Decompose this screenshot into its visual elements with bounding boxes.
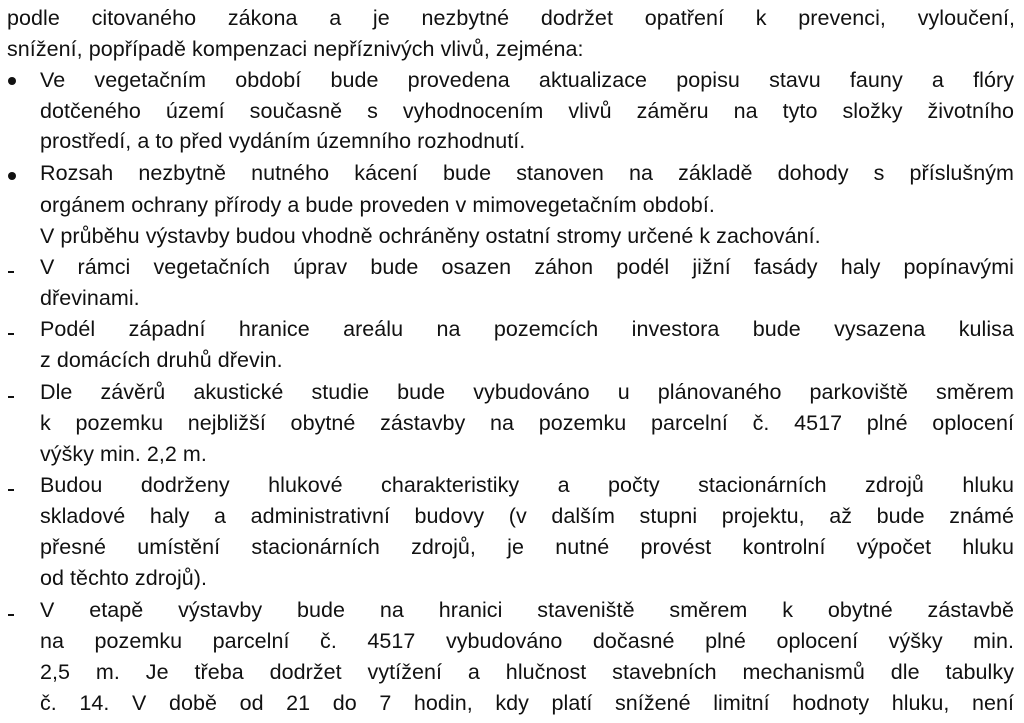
list-item-6-line-1: Budou dodrženy hlukové charakteristiky a počty stacionárních zdrojů hluku (40, 473, 1014, 497)
list-item-6-line-2: skladové haly a administrativní budovy (v dalším stupni projektu, až bude známé (40, 504, 1014, 528)
bullet-marker (8, 77, 16, 85)
list-item-3-line-2: dřevinami. (40, 286, 140, 310)
bullet-marker (8, 172, 16, 180)
dash-marker (8, 396, 14, 398)
intro-line-2: snížení, popřípadě kompenzaci nepříznivých vlivů, zejména: (7, 37, 584, 61)
list-item-5-line-3: výšky min. 2,2 m. (40, 442, 207, 466)
list-item-6-line-4: od těchto zdrojů). (40, 566, 208, 590)
list-item-2-line-3: V průběhu výstavby budou vhodně ochráněny ostatní stromy určené k zachování. (40, 224, 821, 248)
list-item-7-line-3: 2,5 m. Je třeba dodržet vytížení a hlučnost stavebních mechanismů dle tabulky (40, 660, 1014, 684)
list-item-5-line-1: Dle závěrů akustické studie bude vybudováno u plánovaného parkoviště směrem (40, 380, 1014, 404)
list-item-5-line-2: k pozemku nejbližší obytné zástavby na pozemku parcelní č. 4517 plné oplocení (40, 411, 1014, 435)
list-item-7-line-4: č. 14. V době od 21 do 7 hodin, kdy platí snížené limitní hodnoty hluku, není (40, 691, 1014, 715)
list-item-4-line-1: Podél západní hranice areálu na pozemcích investora bude vysazena kulisa (40, 317, 1014, 341)
dash-marker (8, 271, 14, 273)
list-item-4-line-2: z domácích druhů dřevin. (40, 348, 283, 372)
list-item-1-line-1: Ve vegetačním období bude provedena aktualizace popisu stavu fauny a flóry (40, 68, 1014, 92)
dash-marker (8, 614, 14, 616)
intro-line-1: podle citovaného zákona a je nezbytné dodržet opatření k prevenci, vyloučení, (7, 6, 1015, 30)
list-item-2-line-2: orgánem ochrany přírody a bude proveden v mimovegetačním období. (40, 193, 715, 217)
list-item-7-line-2: na pozemku parcelní č. 4517 vybudováno dočasné plné oplocení výšky min. (40, 629, 1014, 653)
dash-marker (8, 333, 14, 335)
dash-marker (8, 489, 14, 491)
list-item-2-line-1: Rozsah nezbytně nutného kácení bude stanoven na základě dohody s příslušným (40, 161, 1014, 185)
list-item-3-line-1: V rámci vegetačních úprav bude osazen záhon podél jižní fasády haly popínavými (40, 255, 1014, 279)
list-item-1-line-2: dotčeného území současně s vyhodnocením vlivů záměru na tyto složky životního (40, 99, 1014, 123)
list-item-6-line-3: přesné umístění stacionárních zdrojů, je nutné provést kontrolní výpočet hluku (40, 535, 1014, 559)
list-item-7-line-1: V etapě výstavby bude na hranici staveniště směrem k obytné zástavbě (40, 598, 1014, 622)
list-item-1-line-3: prostředí, a to před vydáním územního rozhodnutí. (40, 129, 526, 153)
